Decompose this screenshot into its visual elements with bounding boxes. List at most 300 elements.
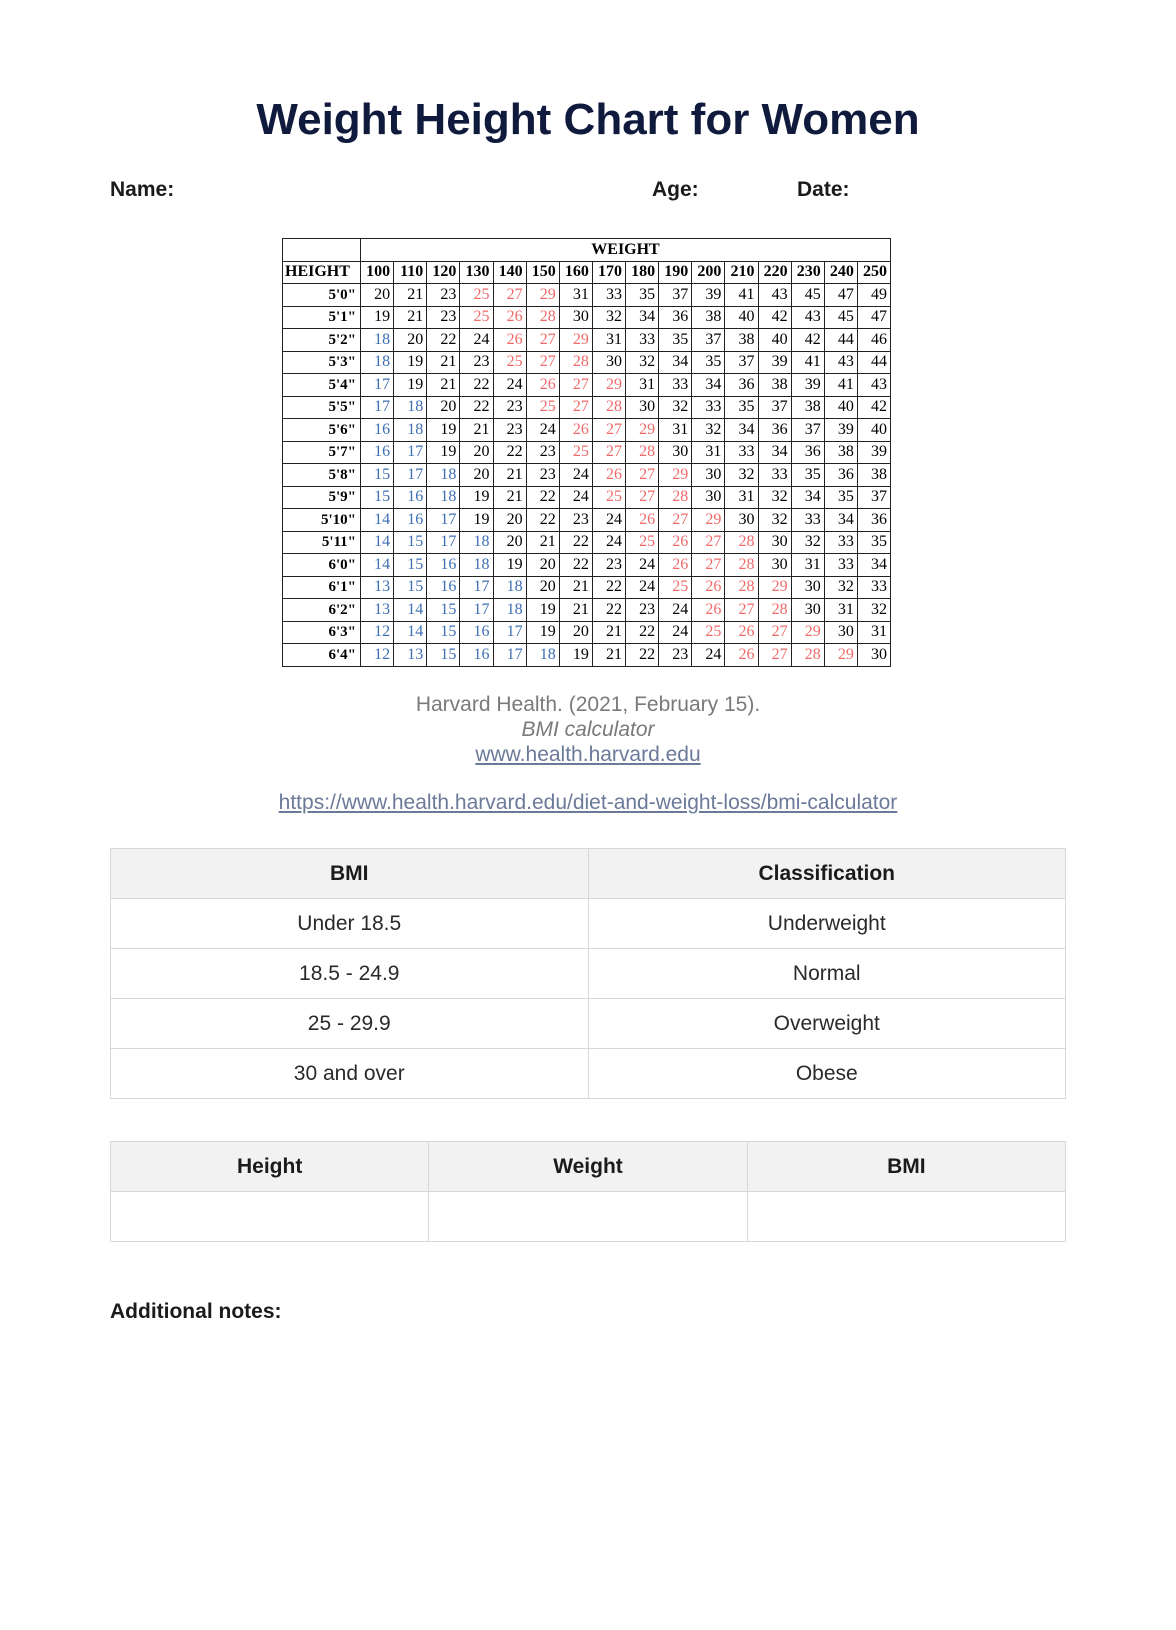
- bmi-value: 30: [791, 576, 824, 599]
- bmi-value: 26: [659, 554, 692, 577]
- bmi-value: 32: [626, 351, 659, 374]
- bmi-value: 16: [361, 419, 394, 442]
- bmi-value: 44: [857, 351, 890, 374]
- weight-column-header: 210: [725, 261, 758, 284]
- bmi-value: 27: [758, 644, 791, 667]
- bmi-value: 34: [692, 374, 725, 397]
- bmi-value: 33: [692, 396, 725, 419]
- bmi-value: 24: [659, 621, 692, 644]
- bmi-value: 17: [460, 599, 493, 622]
- bmi-value: 16: [427, 576, 460, 599]
- bmi-value: 15: [427, 621, 460, 644]
- bmi-value: 19: [427, 419, 460, 442]
- bmi-value: 29: [791, 621, 824, 644]
- bmi-value: 40: [758, 329, 791, 352]
- bmi-value: 21: [394, 284, 427, 307]
- bmi-value: 15: [361, 464, 394, 487]
- table-row: [283, 554, 891, 577]
- bmi-value: 20: [460, 464, 493, 487]
- bmi-value: 27: [692, 531, 725, 554]
- bmi-value: 47: [824, 284, 857, 307]
- bmi-value: 24: [626, 576, 659, 599]
- bmi-value: 30: [824, 621, 857, 644]
- bmi-value: 21: [559, 599, 592, 622]
- bmi-value: 32: [857, 599, 890, 622]
- weight-column-header: 190: [659, 261, 692, 284]
- bmi-value: 23: [460, 351, 493, 374]
- bmi-value: 33: [824, 554, 857, 577]
- height-input-cell[interactable]: [111, 1192, 429, 1242]
- table-row: [283, 441, 891, 464]
- bmi-range: Under 18.5: [111, 899, 589, 949]
- bmi-value: 36: [725, 374, 758, 397]
- bmi-value: 26: [692, 599, 725, 622]
- bmi-value: 31: [592, 329, 625, 352]
- bmi-value: 47: [857, 306, 890, 329]
- bmi-value: 18: [526, 644, 559, 667]
- bmi-value: 22: [592, 576, 625, 599]
- table-row: [283, 576, 891, 599]
- bmi-value: 37: [725, 351, 758, 374]
- height-label: 5'6": [283, 419, 361, 442]
- bmi-value: 27: [526, 329, 559, 352]
- table-row: [283, 621, 891, 644]
- bmi-value: 17: [361, 396, 394, 419]
- bmi-value: 26: [692, 576, 725, 599]
- bmi-value: 15: [427, 644, 460, 667]
- bmi-value: 16: [361, 441, 394, 464]
- bmi-value: 35: [791, 464, 824, 487]
- bmi-value: 15: [427, 599, 460, 622]
- bmi-value: 14: [394, 599, 427, 622]
- bmi-value: 28: [659, 486, 692, 509]
- source-url-link[interactable]: https://www.health.harvard.edu/diet-and-weight-loss/bmi-calculator: [278, 791, 898, 814]
- bmi-value: 18: [460, 554, 493, 577]
- bmi-value: 22: [460, 396, 493, 419]
- bmi-value: 29: [659, 464, 692, 487]
- bmi-value: 28: [758, 599, 791, 622]
- bmi-value: 21: [460, 419, 493, 442]
- bmi-value: 29: [626, 419, 659, 442]
- bmi-value: 31: [559, 284, 592, 307]
- age-label: Age:: [652, 178, 699, 201]
- weight-input-cell[interactable]: [429, 1192, 747, 1242]
- bmi-value: 22: [626, 621, 659, 644]
- bmi-value: 39: [791, 374, 824, 397]
- bmi-value: 28: [725, 554, 758, 577]
- height-label: 6'3": [283, 621, 361, 644]
- table-row: [283, 396, 891, 419]
- bmi-value: 19: [460, 486, 493, 509]
- table-row: [283, 351, 891, 374]
- height-label: 5'2": [283, 329, 361, 352]
- bmi-value: 25: [460, 284, 493, 307]
- bmi-range: 25 - 29.9: [111, 999, 589, 1049]
- bmi-value: 26: [592, 464, 625, 487]
- bmi-value: 20: [460, 441, 493, 464]
- citation-source: Harvard Health. (2021, February 15).: [415, 693, 761, 716]
- bmi-value: 41: [725, 284, 758, 307]
- bmi-value: 36: [758, 419, 791, 442]
- classification: Normal: [588, 949, 1066, 999]
- height-label: 5'11": [283, 531, 361, 554]
- bmi-value: 34: [725, 419, 758, 442]
- header-bmi: BMI: [111, 849, 589, 899]
- bmi-value: 43: [824, 351, 857, 374]
- classification: Underweight: [588, 899, 1066, 949]
- bmi-value: 12: [361, 644, 394, 667]
- bmi-chart-table: [282, 238, 891, 667]
- bmi-value: 20: [493, 509, 526, 532]
- bmi-value: 22: [526, 486, 559, 509]
- bmi-value: 29: [559, 329, 592, 352]
- bmi-value: 34: [824, 509, 857, 532]
- bmi-value: 18: [394, 396, 427, 419]
- bmi-value: 16: [394, 509, 427, 532]
- bmi-value: 27: [526, 351, 559, 374]
- bmi-value: 21: [493, 464, 526, 487]
- bmi-value: 23: [427, 284, 460, 307]
- height-label: 5'5": [283, 396, 361, 419]
- height-label: 5'3": [283, 351, 361, 374]
- bmi-value: 30: [857, 644, 890, 667]
- bmi-value: 25: [592, 486, 625, 509]
- bmi-value: 24: [659, 599, 692, 622]
- bmi-value: 36: [659, 306, 692, 329]
- bmi-value: 25: [659, 576, 692, 599]
- bmi-value: 31: [692, 441, 725, 464]
- bmi-value: 33: [791, 509, 824, 532]
- bmi-value: 18: [361, 329, 394, 352]
- table-row: [283, 486, 891, 509]
- weight-header: WEIGHT: [361, 239, 891, 262]
- height-label: 6'2": [283, 599, 361, 622]
- bmi-value: 38: [791, 396, 824, 419]
- bmi-value: 22: [460, 374, 493, 397]
- bmi-value: 21: [559, 576, 592, 599]
- weight-column-header: 180: [626, 261, 659, 284]
- bmi-value: 32: [758, 509, 791, 532]
- bmi-value: 33: [626, 329, 659, 352]
- bmi-classification-table: [110, 848, 1066, 1099]
- bmi-value: 15: [394, 531, 427, 554]
- bmi-value: 17: [394, 441, 427, 464]
- bmi-value: 24: [460, 329, 493, 352]
- bmi-value: 36: [791, 441, 824, 464]
- bmi-value: 18: [460, 531, 493, 554]
- height-label: 6'4": [283, 644, 361, 667]
- bmi-value: 26: [725, 644, 758, 667]
- bmi-value: 16: [427, 554, 460, 577]
- bmi-value: 35: [857, 531, 890, 554]
- bmi-value: 23: [526, 464, 559, 487]
- bmi-value: 28: [559, 351, 592, 374]
- bmi-value: 16: [460, 621, 493, 644]
- bmi-value: 31: [725, 486, 758, 509]
- weight-title-cell: [283, 239, 361, 262]
- bmi-value: 20: [394, 329, 427, 352]
- bmi-value: 32: [692, 419, 725, 442]
- weight-column-header: 120: [427, 261, 460, 284]
- bmi-value: 32: [758, 486, 791, 509]
- bmi-range: 30 and over: [111, 1049, 589, 1099]
- bmi-value: 25: [559, 441, 592, 464]
- bmi-value: 41: [824, 374, 857, 397]
- bmi-value: 32: [659, 396, 692, 419]
- bmi-value: 27: [758, 621, 791, 644]
- bmi-range: 18.5 - 24.9: [111, 949, 589, 999]
- bmi-value: 19: [394, 374, 427, 397]
- bmi-value: 34: [791, 486, 824, 509]
- bmi-value: 28: [526, 306, 559, 329]
- bmi-value: 23: [493, 396, 526, 419]
- bmi-value: 23: [559, 509, 592, 532]
- bmi-value: 28: [725, 576, 758, 599]
- bmi-value: 43: [857, 374, 890, 397]
- bmi-value: 43: [758, 284, 791, 307]
- bmi-value: 25: [526, 396, 559, 419]
- bmi-value: 19: [559, 644, 592, 667]
- table-row: [111, 999, 1066, 1049]
- height-header: HEIGHT: [283, 261, 361, 284]
- table-row: [283, 531, 891, 554]
- bmi-value: 37: [791, 419, 824, 442]
- table-row: [111, 899, 1066, 949]
- bmi-value: 34: [659, 351, 692, 374]
- table-row: [283, 306, 891, 329]
- bmi-value: 34: [626, 306, 659, 329]
- height-label: 5'0": [283, 284, 361, 307]
- bmi-value: 15: [394, 554, 427, 577]
- weight-column-header: 110: [394, 261, 427, 284]
- bmi-value: 22: [592, 599, 625, 622]
- bmi-value: 44: [824, 329, 857, 352]
- weight-column-header: 240: [824, 261, 857, 284]
- bmi-value: 33: [592, 284, 625, 307]
- bmi-value: 27: [692, 554, 725, 577]
- table-row: [283, 374, 891, 397]
- weight-column-header: 140: [493, 261, 526, 284]
- bmi-value: 29: [824, 644, 857, 667]
- height-label: 5'1": [283, 306, 361, 329]
- bmi-value: 29: [526, 284, 559, 307]
- bmi-value: 16: [460, 644, 493, 667]
- bmi-value: 17: [493, 621, 526, 644]
- bmi-value: 15: [361, 486, 394, 509]
- height-label: 5'4": [283, 374, 361, 397]
- weight-column-header: 200: [692, 261, 725, 284]
- height-label: 5'10": [283, 509, 361, 532]
- table-row: [111, 949, 1066, 999]
- weight-column-header: 160: [559, 261, 592, 284]
- bmi-value: 17: [427, 509, 460, 532]
- bmi-value: 23: [526, 441, 559, 464]
- bmi-value: 37: [857, 486, 890, 509]
- bmi-input-cell[interactable]: [747, 1192, 1065, 1242]
- bmi-value: 32: [592, 306, 625, 329]
- bmi-value: 17: [460, 576, 493, 599]
- bmi-value: 30: [692, 464, 725, 487]
- table-row: [283, 509, 891, 532]
- bmi-value: 38: [692, 306, 725, 329]
- bmi-value: 19: [526, 621, 559, 644]
- bmi-value: 26: [493, 329, 526, 352]
- weight-column-header: 150: [526, 261, 559, 284]
- bmi-value: 38: [725, 329, 758, 352]
- bmi-value: 23: [659, 644, 692, 667]
- bmi-value: 42: [857, 396, 890, 419]
- bmi-value: 23: [592, 554, 625, 577]
- date-label: Date:: [797, 178, 850, 201]
- bmi-value: 21: [592, 621, 625, 644]
- bmi-value: 33: [824, 531, 857, 554]
- bmi-value: 13: [361, 576, 394, 599]
- bmi-value: 18: [493, 576, 526, 599]
- bmi-value: 32: [725, 464, 758, 487]
- bmi-value: 35: [725, 396, 758, 419]
- bmi-value: 20: [361, 284, 394, 307]
- bmi-value: 21: [394, 306, 427, 329]
- bmi-value: 19: [394, 351, 427, 374]
- bmi-value: 26: [559, 419, 592, 442]
- bmi-value: 29: [692, 509, 725, 532]
- bmi-value: 27: [559, 374, 592, 397]
- bmi-value: 22: [427, 329, 460, 352]
- bmi-value: 30: [725, 509, 758, 532]
- bmi-value: 39: [824, 419, 857, 442]
- bmi-value: 28: [725, 531, 758, 554]
- bmi-value: 22: [626, 644, 659, 667]
- bmi-value: 26: [626, 509, 659, 532]
- bmi-value: 31: [791, 554, 824, 577]
- header-classification: Classification: [588, 849, 1066, 899]
- bmi-value: 26: [659, 531, 692, 554]
- bmi-value: 40: [824, 396, 857, 419]
- bmi-value: 36: [857, 509, 890, 532]
- bmi-value: 21: [427, 351, 460, 374]
- header-weight: Weight: [429, 1142, 747, 1192]
- bmi-value: 22: [526, 509, 559, 532]
- bmi-value: 16: [394, 486, 427, 509]
- bmi-value: 18: [361, 351, 394, 374]
- name-label: Name:: [110, 178, 175, 201]
- bmi-value: 17: [427, 531, 460, 554]
- bmi-value: 30: [592, 351, 625, 374]
- weight-column-header: 170: [592, 261, 625, 284]
- weight-column-header: 130: [460, 261, 493, 284]
- bmi-value: 19: [460, 509, 493, 532]
- bmi-value: 27: [626, 464, 659, 487]
- bmi-value: 20: [427, 396, 460, 419]
- bmi-value: 27: [659, 509, 692, 532]
- bmi-value: 45: [824, 306, 857, 329]
- bmi-value: 31: [857, 621, 890, 644]
- height-label: 6'1": [283, 576, 361, 599]
- bmi-value: 20: [493, 531, 526, 554]
- bmi-value: 30: [791, 599, 824, 622]
- bmi-value: 18: [493, 599, 526, 622]
- weight-column-header: 220: [758, 261, 791, 284]
- bmi-value: 30: [659, 441, 692, 464]
- bmi-value: 23: [427, 306, 460, 329]
- bmi-value: 24: [592, 531, 625, 554]
- bmi-value: 23: [626, 599, 659, 622]
- bmi-value: 19: [493, 554, 526, 577]
- bmi-value: 33: [725, 441, 758, 464]
- additional-notes-label: Additional notes:: [110, 1300, 282, 1323]
- citation-site-link[interactable]: www.health.harvard.edu: [475, 743, 701, 766]
- bmi-value: 45: [791, 284, 824, 307]
- bmi-value: 40: [857, 419, 890, 442]
- bmi-value: 32: [791, 531, 824, 554]
- bmi-value: 31: [659, 419, 692, 442]
- bmi-value: 27: [626, 486, 659, 509]
- bmi-value: 30: [559, 306, 592, 329]
- bmi-value: 25: [626, 531, 659, 554]
- header-height: Height: [111, 1142, 429, 1192]
- table-row: [283, 284, 891, 307]
- height-label: 6'0": [283, 554, 361, 577]
- bmi-value: 39: [692, 284, 725, 307]
- bmi-value: 14: [361, 554, 394, 577]
- bmi-value: 23: [493, 419, 526, 442]
- table-row: [283, 464, 891, 487]
- bmi-value: 35: [824, 486, 857, 509]
- bmi-value: 14: [361, 509, 394, 532]
- table-row: [111, 1192, 1066, 1242]
- bmi-value: 18: [427, 464, 460, 487]
- bmi-value: 13: [361, 599, 394, 622]
- bmi-value: 19: [361, 306, 394, 329]
- bmi-value: 39: [758, 351, 791, 374]
- bmi-value: 15: [394, 576, 427, 599]
- height-label: 5'9": [283, 486, 361, 509]
- bmi-value: 33: [758, 464, 791, 487]
- page-title: Weight Height Chart for Women: [256, 95, 920, 144]
- header-bmi: BMI: [747, 1142, 1065, 1192]
- bmi-value: 24: [493, 374, 526, 397]
- bmi-value: 27: [592, 441, 625, 464]
- bmi-value: 38: [758, 374, 791, 397]
- bmi-value: 20: [526, 554, 559, 577]
- citation: [0, 692, 1176, 767]
- bmi-value: 22: [493, 441, 526, 464]
- bmi-value: 42: [791, 329, 824, 352]
- bmi-value: 12: [361, 621, 394, 644]
- bmi-value: 27: [725, 599, 758, 622]
- bmi-value: 24: [526, 419, 559, 442]
- bmi-value: 18: [394, 419, 427, 442]
- bmi-value: 30: [758, 554, 791, 577]
- bmi-value: 28: [626, 441, 659, 464]
- bmi-value: 37: [758, 396, 791, 419]
- classification: Overweight: [588, 999, 1066, 1049]
- bmi-value: 21: [427, 374, 460, 397]
- bmi-value: 20: [526, 576, 559, 599]
- bmi-value: 26: [493, 306, 526, 329]
- bmi-value: 39: [857, 441, 890, 464]
- bmi-value: 36: [824, 464, 857, 487]
- bmi-value: 21: [592, 644, 625, 667]
- height-label: 5'8": [283, 464, 361, 487]
- bmi-value: 27: [559, 396, 592, 419]
- bmi-value: 26: [526, 374, 559, 397]
- weight-column-header: 100: [361, 261, 394, 284]
- bmi-value: 21: [526, 531, 559, 554]
- bmi-value: 49: [857, 284, 890, 307]
- bmi-value: 34: [758, 441, 791, 464]
- table-row: [283, 599, 891, 622]
